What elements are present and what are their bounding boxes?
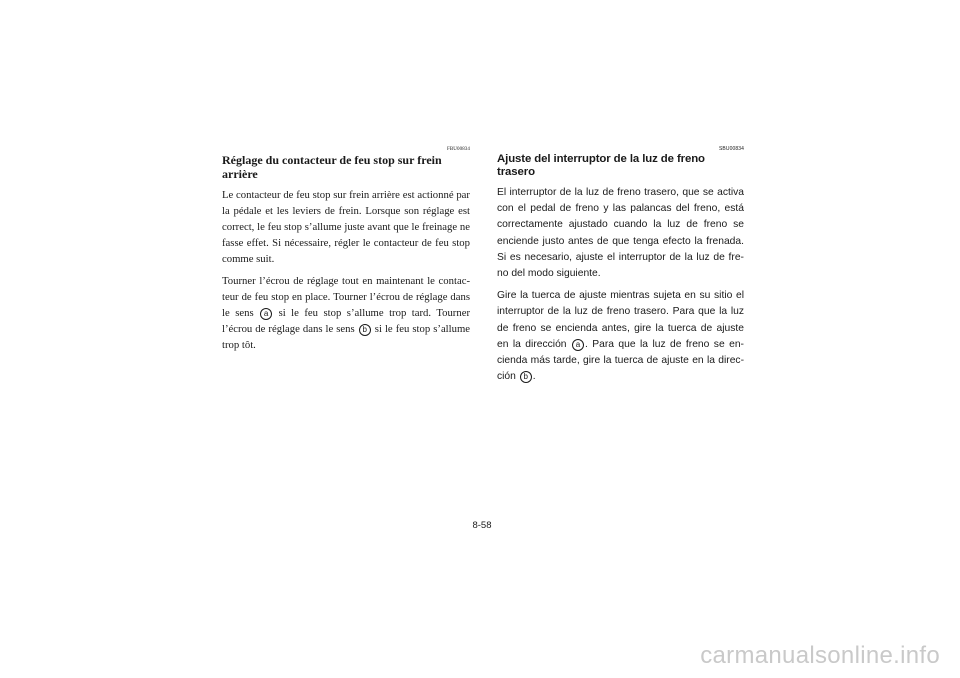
section-title: Ajuste del interruptor de la luz de freno trasero	[497, 153, 705, 178]
circled-b-symbol: b	[359, 324, 371, 336]
paragraph-text: . Para que la luz de freno se en-cienda más tarde, gire la tuerca de ajuste en la direc-ción	[497, 338, 744, 383]
paragraph-text: si le feu stop s’allume trop tôt.	[222, 323, 471, 351]
paragraph-text: Gire la tuerca de ajuste mientras sujeta en su sitio el interruptor de la luz de freno trasero. Para que la luz de freno se encienda antes, gire la tuerca de ajuste en la dirección	[497, 290, 744, 350]
circled-b-symbol: b	[520, 371, 532, 383]
watermark: carmanualsonline.info	[700, 642, 940, 669]
spanish-column	[497, 146, 744, 391]
paragraph	[497, 288, 744, 385]
paragraph: Le contacteur de feu stop sur frein arrière est actionné par la pédale et les leviers de frein. Lorsque son réglage est correct, le feu stop s’allume juste avant que le freinage ne fasse effet. Si nécessaire, régler le contacteur de feu stop comme suit.	[222, 189, 470, 265]
french-column	[222, 146, 470, 359]
section-title: Réglage du contacteur de feu stop sur frein arrière	[222, 153, 442, 181]
paragraph	[222, 273, 470, 353]
section-code: FBU00834	[446, 147, 470, 152]
section-code: SBU00834	[719, 146, 744, 152]
circled-a-symbol: a	[572, 339, 584, 351]
paragraph: El interruptor de la luz de freno trasero, que se activa con el pedal de freno y las palancas del freno, está correctamente ajustado cuando la luz de freno se enciende justo antes de que tenga efecto la frenada. Si es necesario, ajuste el interruptor de la luz de fre-no del modo siguiente.	[497, 187, 744, 280]
circled-a-symbol: a	[260, 308, 272, 320]
page-number: 8-58	[472, 520, 492, 531]
paragraph-text: Tourner l’écrou de réglage tout en maintenant le contac-teur de feu stop en place. Tourner l’écrou de réglage dans le sens	[222, 275, 470, 319]
paragraph-text: si le feu stop s’allume trop tard. Tourner l’écrou de réglage dans le sens	[222, 307, 471, 335]
paragraph-text: .	[532, 371, 536, 383]
